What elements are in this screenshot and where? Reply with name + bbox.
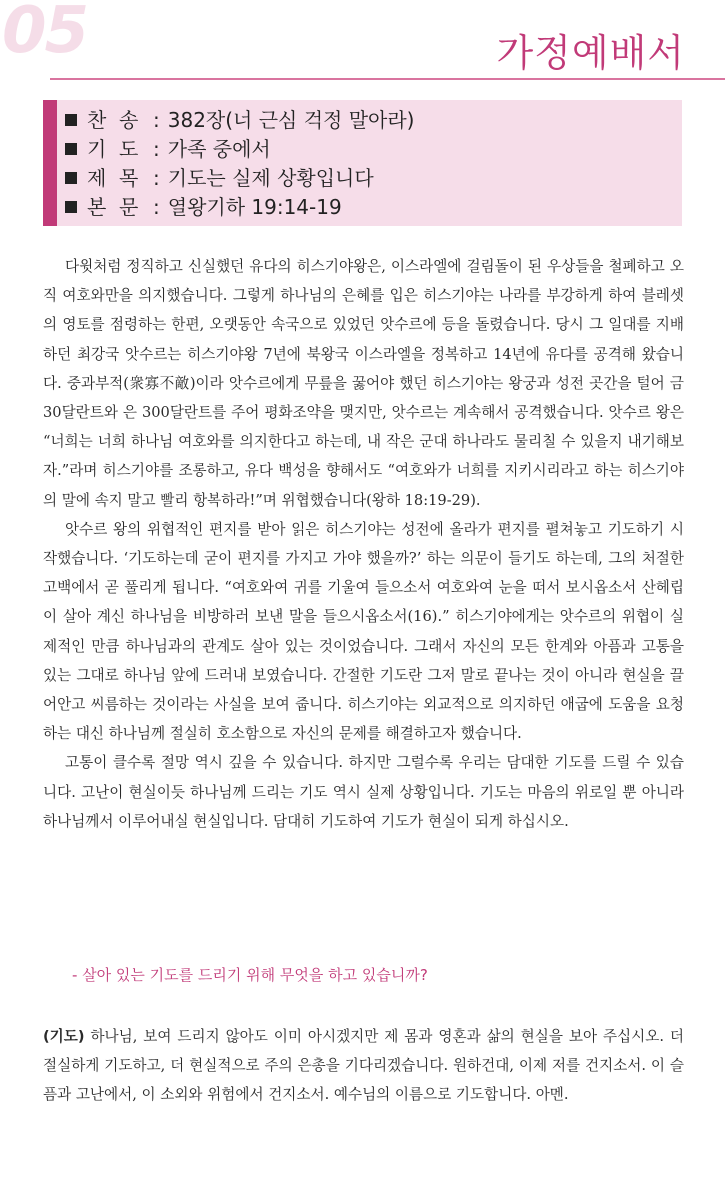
info-row-prayer: 기 도 : 가족 중에서: [65, 135, 414, 164]
bullet-square-icon: [65, 201, 77, 213]
page-header: [0, 0, 725, 80]
body-paragraph: 앗수르 왕의 위협적인 편지를 받아 읽은 히스기야는 성전에 올라가 편지를 펼쳐놓고 기도하기 시작했습니다. ‘기도하는데 굳이 편지를 가지고 가야 했을까?’ 하는 의문이 들기도 하는데, 그의 처절한 고백에서 곧 풀리게 됩니다. “여호와여 귀를 기울여 들으소서 여호와여 눈을 떠서 보시옵소서 산헤립이 살아 계신 하나님을 비방하러 보낸 말을 들으시옵소서(16).” 히스기야에게는 앗수르의 위협이 실제적인 만큼 하나님과의 관계도 살아 있는 것이었습니다. 그래서 자신의 모든 한계와 아픔과 고통을 있는 그대로 하나님 앞에 드러내 보였습니다. 간절한 기도란 그저 말로 끝나는 것이 아니라 현실을 끌어안고 씨름하는 것이라는 사실을 보여 줍니다. 히스기야는 외교적으로 의지하던 애굽에 도움을 요청하는 대신 하나님께 절실히 호소함으로 자신의 문제를 해결하고자 했습니다.: [43, 520, 684, 743]
bullet-square-icon: [65, 143, 77, 155]
body-paragraph: 고통이 클수록 절망 역시 깊을 수 있습니다. 하지만 그럴수록 우리는 담대한 기도를 드릴 수 있습니다. 고난이 현실이듯 하나님께 드리는 기도 역시 실제 상황입니다. 기도는 마음의 위로일 뿐 아니라 하나님께서 이루어내실 현실입니다. 담대히 기도하여 기도가 현실이 되게 하십시오.: [43, 754, 684, 830]
info-value: 열왕기하 19:14-19: [167, 195, 342, 219]
sermon-body: [43, 252, 684, 836]
info-value: 기도는 실제 상황입니다: [167, 166, 374, 190]
header-divider: [50, 78, 725, 80]
bullet-square-icon: [65, 172, 77, 184]
info-label: 기 도: [87, 137, 139, 161]
info-value: 가족 중에서: [167, 137, 271, 161]
info-value: 382장(너 근심 걱정 말아라): [167, 108, 415, 132]
worship-info-list: [65, 106, 414, 222]
prayer-text: 하나님, 보여 드리지 않아도 이미 아시겠지만 제 몸과 영혼과 삶의 현실을 보아 주십시오. 더 절실하게 기도하고, 더 현실적으로 주의 은총을 기다리겠습니다. 원하건대, 이제 저를 건지소서. 이 슬픔과 고난에서, 이 소외와 위험에서 건지소서. 예수님의 이름으로 기도합니다. 아멘.: [43, 1028, 684, 1104]
prayer-label: (기도): [43, 1028, 85, 1045]
info-row-scripture: 본 문 : 열왕기하 19:14-19: [65, 193, 414, 222]
info-accent-bar: [43, 100, 57, 226]
body-paragraph: 다윗처럼 정직하고 신실했던 유다의 히스기야왕은, 이스라엘에 걸림돌이 된 우상들을 철폐하고 오직 여호와만을 의지했습니다. 그렇게 하나님의 은혜를 입은 히스기야는 나라를 부강하게 하여 블레셋의 영토를 점령하는 한편, 오랫동안 속국으로 있었던 앗수르에 등을 돌렸습니다. 당시 그 일대를 지배하던 최강국 앗수르는 히스기야왕 7년에 북왕국 이스라엘을 정복하고 14년에 유다를 공격해 왔습니다. 중과부적(衆寡不敵)이라 앗수르에게 무릎을 꿇어야 했던 히스기야는 왕궁과 성전 곳간을 털어 금 30달란트와 은 300달란트를 주어 평화조약을 맺지만, 앗수르는 계속해서 공격했습니다. 앗수르 왕은 “너희는 너희 하나님 여호와를 의지한다고 하는데, 내 작은 군대 하나라도 물리칠 수 있을지 내기해보자.”라며 히스기야를 조롱하고, 유다 백성을 향해서도 “여호와가 너희를 지키시리라고 하는 히스기야의 말에 속지 말고 빨리 항복하라!”며 위협했습니다(왕하 18:19-29).: [43, 258, 684, 509]
info-label: 찬 송: [87, 108, 139, 132]
info-row-title: 제 목 : 기도는 실제 상황입니다: [65, 164, 414, 193]
page-number: 05: [2, 0, 88, 68]
info-label: 본 문: [87, 195, 139, 219]
info-row-hymn: 찬 송 : 382장(너 근심 걱정 말아라): [65, 106, 414, 135]
bullet-square-icon: [65, 114, 77, 126]
reflection-question: - 살아 있는 기도를 드리기 위해 무엇을 하고 있습니까?: [72, 966, 428, 984]
closing-prayer: [43, 1022, 684, 1110]
info-label: 제 목: [87, 166, 139, 190]
section-title: 가정예배서: [496, 31, 685, 75]
